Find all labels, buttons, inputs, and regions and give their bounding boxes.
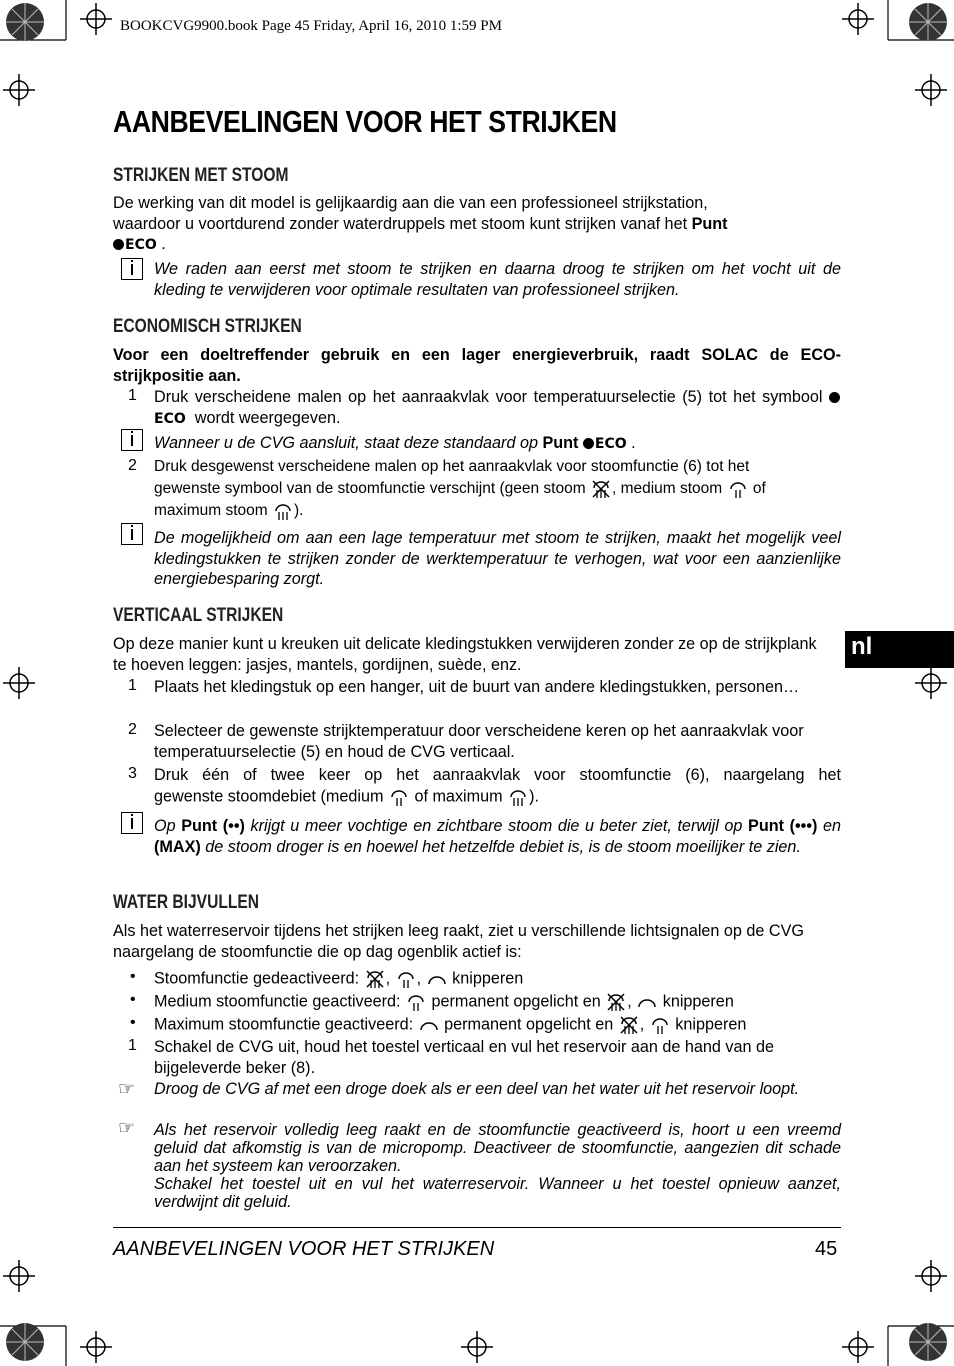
dome-icon <box>636 991 658 1013</box>
eco-step-1: Druk verscheidene malen op het aanraakvlak voor temperatuurselectie (5) tot het symbool ECO wordt weergegeven. <box>154 387 841 429</box>
water-hand-note-2: Als het reservoir volledig leeg raakt en de stoomfunctie geactiveerd is, hoort u een vreemd geluid dat afkomstig is van de micropomp. Deactiveer de stoomfunctie, aangezien dit schade aan het systeem kan veroorzaken. Schakel het toestel uit en vul het waterreservoir. Wanneer u het toestel opnieuw aanzet, verdwijnt dit geluid. <box>154 1121 841 1211</box>
verticaal-paragraph: Op deze manier kunt u kreuken uit delicate kledingstukken verwijderen zonder ze op de strijkplank te hoeven leggen: jasjes, mantels, gordijnen, suède, enz. <box>113 635 817 674</box>
stoom-note: We raden aan eerst met stoom te strijken en daarna droog te strijken om het vocht uit de kleding te verwijderen voor optimale resultaten van professioneel strijken. <box>154 260 841 299</box>
stoom-paragraph: De werking van dit model is gelijkaardig aan die van een professioneel strijkstation, waardoor u voortdurend zonder waterdruppels met stoom kunt strijken vanaf het Punt ECO . <box>113 194 728 253</box>
medium-steam-icon <box>395 968 417 990</box>
page-title: AANBEVELINGEN VOOR HET STRIJKEN <box>113 104 617 139</box>
pointing-hand-icon: ☞ <box>118 1118 136 1139</box>
footer-rule <box>113 1227 841 1228</box>
max-steam-icon <box>507 786 529 808</box>
eco-note-1: Wanneer u de CVG aansluit, staat deze standaard op Punt ECO . <box>154 434 636 452</box>
info-icon <box>121 258 143 280</box>
step-number: 2 <box>128 457 137 474</box>
water-bullet-3: Maximum stoomfunctie geactiveerd: permanent opgelicht en , knipperen <box>154 1014 841 1036</box>
page-number: 45 <box>815 1238 838 1260</box>
no-steam-icon <box>590 478 612 500</box>
footer-title: AANBEVELINGEN VOOR HET STRIJKEN <box>113 1238 495 1260</box>
eco-dot-icon <box>829 392 840 403</box>
heading-eco: ECONOMISCH STRIJKEN <box>113 316 302 337</box>
heading-stoom: STRIJKEN MET STOOM <box>113 165 289 186</box>
step-number: 1 <box>128 1037 137 1054</box>
medium-steam-icon <box>388 786 410 808</box>
dome-icon <box>426 968 448 990</box>
info-icon <box>121 812 143 834</box>
info-icon <box>121 523 143 545</box>
medium-steam-icon <box>727 478 749 500</box>
medium-steam-icon <box>649 1014 671 1036</box>
bullet: • <box>130 991 136 1008</box>
no-steam-icon <box>605 991 627 1013</box>
medium-steam-icon <box>405 991 427 1013</box>
step-number: 3 <box>128 765 137 782</box>
verticaal-note: Op Punt (••) krijgt u meer vochtige en zichtbare stoom die u beter ziet, terwijl op Punt (•••) en (MAX) de stoom droger is en hoewel het hetzelfde debiet is, is de stoom moeilijker te zien. <box>154 817 841 856</box>
eco-dot-icon <box>113 239 124 250</box>
eco-intro: Voor een doeltreffender gebruik en een lager energieverbruik, raadt SOLAC de ECO-strijkpositie aan. <box>113 346 841 385</box>
eco-note-2: De mogelijkheid om aan een lage temperatuur met stoom te strijken, maakt het mogelijk veel kledingstukken te strijken zonder de werktemperatuur te verhogen, wat voor een aanzienlijke energiebesparing zorgt. <box>154 529 841 588</box>
info-icon <box>121 429 143 451</box>
no-steam-icon <box>364 968 386 990</box>
step-number: 2 <box>128 721 137 738</box>
verticaal-step-3: Druk één of twee keer op het aanraakvlak voor stoomfunctie (6), naargelang het gewenste stoomdebiet (medium of maximum ). <box>154 765 841 808</box>
water-bullet-1: Stoomfunctie gedeactiveerd: , , knipperen <box>154 968 841 990</box>
max-steam-icon <box>272 500 294 522</box>
dome-icon <box>418 1014 440 1036</box>
language-tab-label: nl <box>851 633 873 660</box>
heading-water: WATER BIJVULLEN <box>113 892 259 913</box>
eco-dot-icon <box>583 438 594 449</box>
pointing-hand-icon: ☞ <box>118 1079 136 1100</box>
bullet: • <box>130 1014 136 1031</box>
eco-step-2: Druk desgewenst verscheidene malen op het aanraakvlak voor stoomfunctie (6) tot het gewenste symbool van de stoomfunctie verschijnt (geen stoom , medium stoom of maximum stoom ). <box>154 457 841 522</box>
no-steam-icon <box>618 1014 640 1036</box>
verticaal-step-1: Plaats het kledingstuk op een hanger, uit de buurt van andere kledingstukken, personen… <box>154 678 800 696</box>
water-paragraph: Als het waterreservoir tijdens het strijken leeg raakt, ziet u verschillende lichtsignalen op de CVG naargelang de stoomfunctie die op dag ogenblik actief is: <box>113 922 805 961</box>
water-step-1: Schakel de CVG uit, houd het toestel verticaal en vul het reservoir aan de hand van de bijgeleverde beker (8). <box>154 1038 775 1077</box>
water-hand-note-1: Droog de CVG af met een droge doek als er een deel van het water uit het reservoir loopt. <box>154 1080 800 1098</box>
water-bullet-2: Medium stoomfunctie geactiveerd: permanent opgelicht en , knipperen <box>154 991 841 1013</box>
eco-label: ECO <box>125 237 157 253</box>
verticaal-step-2: Selecteer de gewenste strijktemperatuur door verscheidene keren op het aanraakvlak voor temperatuurselectie (5) en houd de CVG verticaal. <box>154 722 804 761</box>
bullet: • <box>130 968 136 985</box>
step-number: 1 <box>128 677 137 694</box>
book-header: BOOKCVG9900.book Page 45 Friday, April 16, 2010 1:59 PM <box>120 18 502 34</box>
heading-verticaal: VERTICAAL STRIJKEN <box>113 605 284 626</box>
step-number: 1 <box>128 387 137 404</box>
